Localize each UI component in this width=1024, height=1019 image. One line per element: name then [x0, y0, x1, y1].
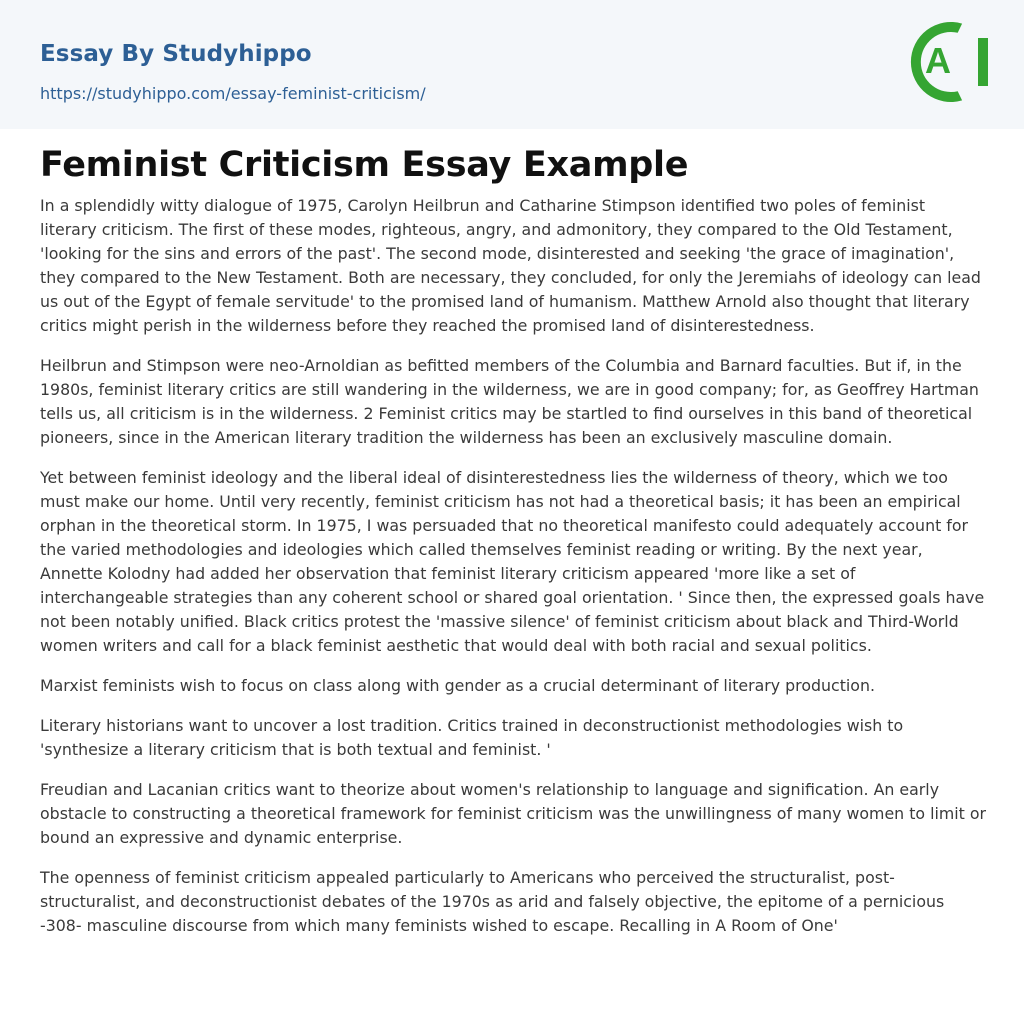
logo-letter: A — [925, 40, 951, 81]
essay-paragraph: Literary historians want to uncover a lost tradition. Critics trained in deconstructionist methodologies wish to 'synthesize a literary criticism that is both textual and feminist. ' — [40, 716, 904, 759]
essay-body — [40, 194, 986, 954]
essay-url-link[interactable]: https://studyhippo.com/essay-feminist-criticism/ — [40, 84, 426, 103]
essay-paragraph: Yet between feminist ideology and the liberal ideal of disinterestedness lies the wilderness of theory, which we too must make our home. Until very recently, feminist criticism has not had a theoretical basis; it has been an empirical orphan in the theoretical storm. In 1975, I was persuaded that no theoretical manifesto could adequately account for the varied methodologies and ideologies which called themselves feminist reading or writing. By the next year, Annette Kolodny had added her observation that feminist literary criticism appeared 'more like a set of interchangeable strategies than any coherent school or shared goal orientation. ' Since then, the expressed goals have not been notably unified. Black critics protest the 'massive silence' of feminist criticism about black and Third-World women writers and call for a black feminist aesthetic that would deal with both racial and sexual politics. — [40, 468, 985, 655]
essay-paragraph: Marxist feminists wish to focus on class along with gender as a crucial determinant of literary production. — [40, 676, 875, 695]
page-title: Feminist Criticism Essay Example — [40, 145, 689, 185]
essay-paragraph: Freudian and Lacanian critics want to theorize about women's relationship to language and signification. An early obstacle to constructing a theoretical framework for feminist criticism was the unwillingness of many women to limit or bound an expressive and dynamic enterprise. — [40, 780, 987, 847]
essay-paragraph: Heilbrun and Stimpson were neo-Arnoldian as befitted members of the Columbia and Barnard faculties. But if, in the 1980s, feminist literary critics are still wandering in the wilderness, we are in good company; for, as Geoffrey Hartman tells us, all criticism is in the wilderness. 2 Feminist critics may be startled to find ourselves in this band of theoretical pioneers, since in the American literary tradition the wilderness has been an exclusively masculine domain. — [40, 356, 979, 447]
site-title[interactable]: Essay By Studyhippo — [40, 41, 312, 67]
site-header — [0, 0, 1024, 129]
essay-paragraph: The openness of feminist criticism appealed particularly to Americans who perceived the structuralist, post-structuralist, and deconstructionist debates of the 1970s as arid and falsely objective, the epitome of a pernicious -308- masculine discourse from which many feminists wished to escape. Recalling in A Room of One' — [40, 868, 945, 935]
essay-paragraph: In a splendidly witty dialogue of 1975, Carolyn Heilbrun and Catharine Stimpson identified two poles of feminist literary criticism. The first of these modes, righteous, angry, and admonitory, they compared to the Old Testament, 'looking for the sins and errors of the past'. The second mode, disinterested and seeking 'the grace of imagination', they compared to the New Testament. Both are necessary, they concluded, for only the Jeremiahs of ideology can lead us out of the Egypt of female servitude' to the promised land of humanism. Matthew Arnold also thought that literary critics might perish in the wilderness before they reached the promised land of disinterestedness. — [40, 196, 981, 335]
studyhippo-logo-icon[interactable] — [908, 18, 988, 106]
